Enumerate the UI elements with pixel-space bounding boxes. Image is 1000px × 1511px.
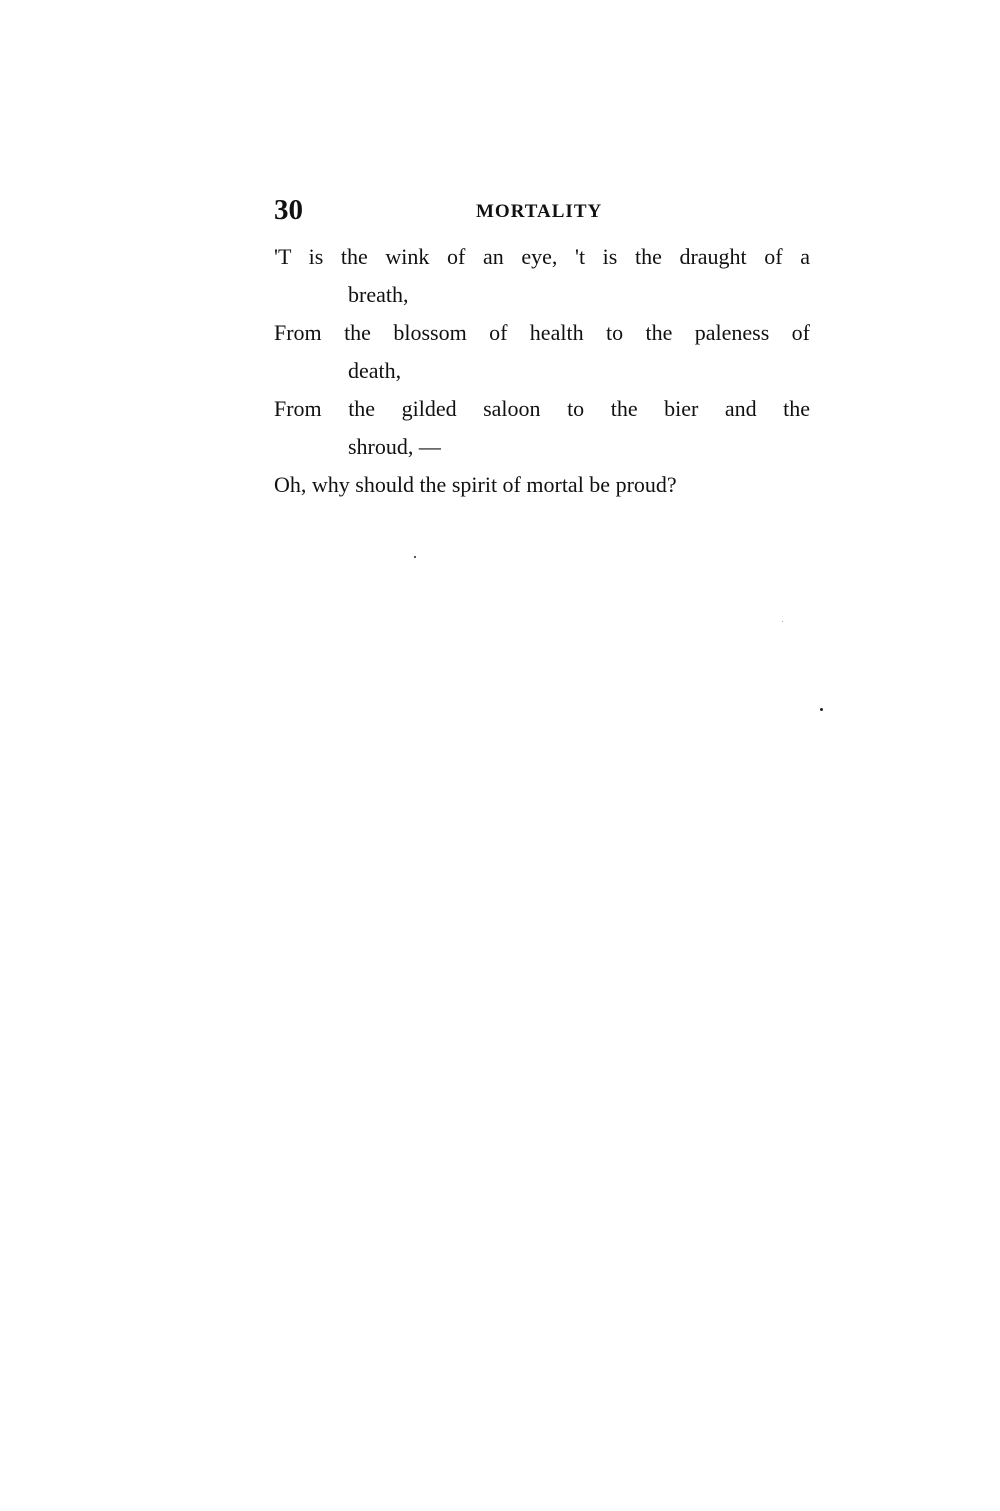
- verse-line: Oh, why should the spirit of mortal be proud?: [274, 472, 677, 497]
- scan-speck: [820, 708, 823, 711]
- verse-turnover: breath,: [348, 282, 409, 307]
- verse-turnover: shroud, —: [348, 434, 441, 459]
- verse-turnover: death,: [348, 358, 402, 383]
- running-title: MORTALITY: [476, 201, 603, 222]
- poem-stanza: [274, 240, 810, 506]
- page-number: 30: [274, 194, 303, 226]
- verse-line: From the blossom of health to the paleness of: [274, 320, 810, 345]
- verse-line: 'T is the wink of an eye, 't is the draught of a: [274, 244, 810, 269]
- verse-line: From the gilded saloon to the bier and the: [274, 396, 810, 421]
- page-header: [274, 193, 810, 229]
- scan-speck: [782, 621, 783, 622]
- scan-speck: [414, 556, 416, 558]
